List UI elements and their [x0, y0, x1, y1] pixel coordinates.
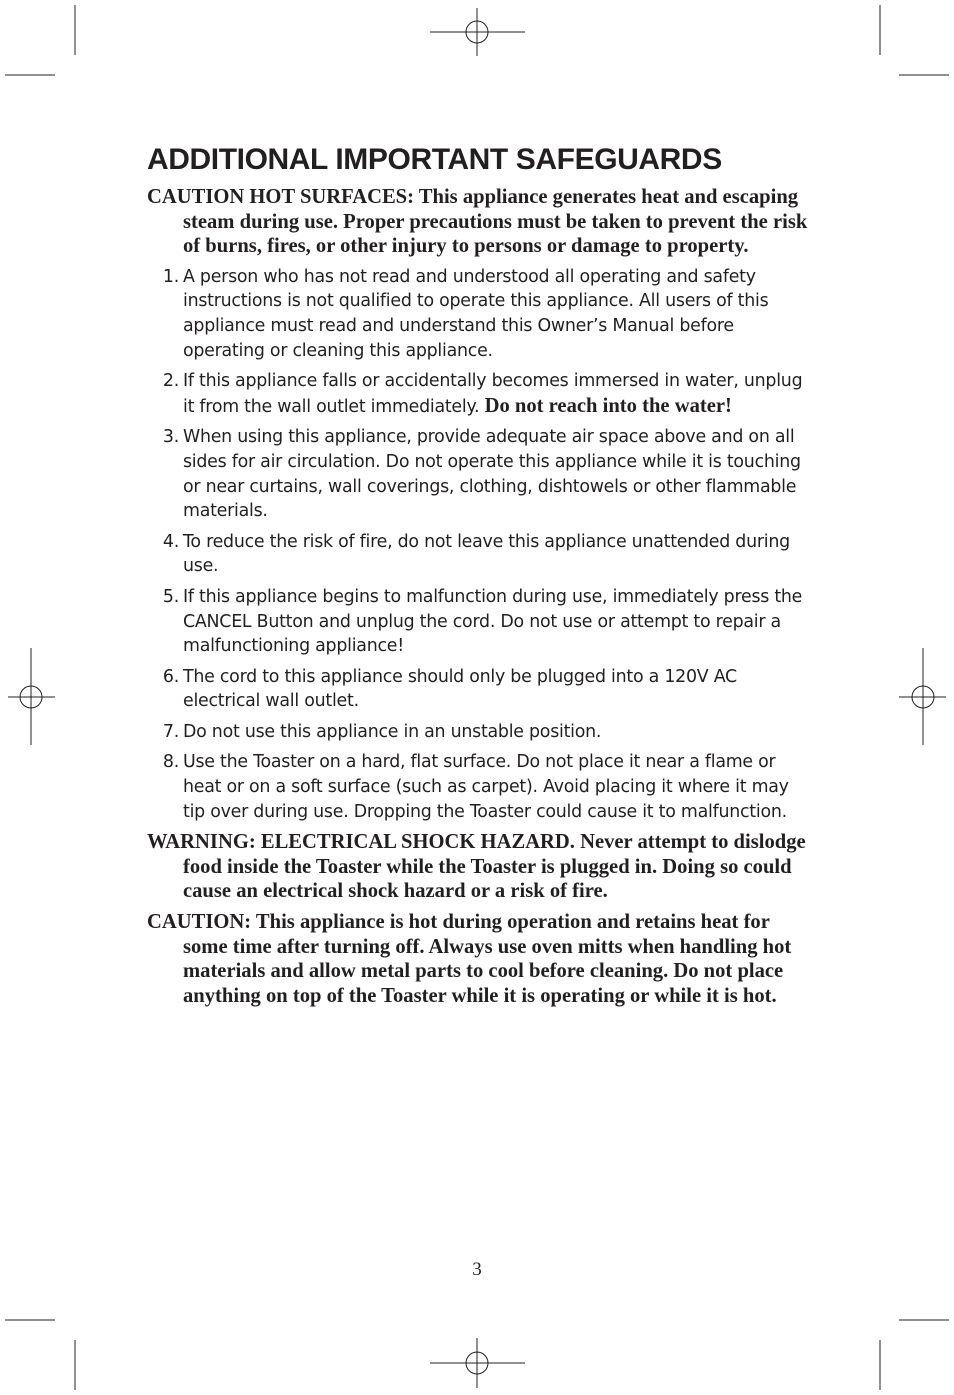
item-number: 5.: [162, 586, 179, 607]
list-item: [147, 265, 812, 363]
item-number: 3.: [162, 427, 179, 448]
item-number: 2.: [162, 371, 179, 392]
item-text: If this appliance falls or accidentally becomes immersed in water, unplug it from the wall outlet immediately.: [183, 371, 803, 417]
warning-label: WARNING: ELECTRICAL SHOCK HAZARD.: [147, 831, 575, 854]
list-item: [147, 720, 812, 745]
item-text: To reduce the risk of fire, do not leave this appliance unattended during use.: [183, 531, 790, 577]
item-text: When using this appliance, provide adequate air space above and on all sides for air circulation. Do not operate this appliance while it is touching or near curtains, wall coverings, clothing, dishtowels or other flammable materials.: [183, 427, 801, 522]
item-text: If this appliance begins to malfunction during use, immediately press the CANCEL Button and unplug the cord. Do not use or attempt to repair a malfunctioning appliance!: [183, 586, 803, 657]
caution-heat-text: This appliance is hot during operation and retains heat for some time after turning off. Always use oven mitts when handling hot materials and allow metal parts to cool before cleaning. Do not place anything on top of the Toaster while it is operating or while it is hot.: [183, 911, 792, 1007]
caution-hot-surfaces: [147, 185, 812, 259]
item-number: 6.: [162, 666, 179, 687]
list-item: [147, 425, 812, 523]
item-text: Do not use this appliance in an unstable position.: [183, 721, 602, 742]
item-bold-text: Do not reach into the water!: [484, 394, 732, 417]
item-number: 4.: [162, 531, 179, 552]
item-number: 1.: [162, 266, 179, 287]
page-title: ADDITIONAL IMPORTANT SAFEGUARDS: [147, 143, 722, 176]
safeguards-section: [147, 143, 812, 1014]
caution-hot-label: CAUTION HOT SURFACES:: [147, 186, 414, 208]
item-text: The cord to this appliance should only be plugged into a 120V AC electrical wall outlet.: [183, 666, 737, 712]
item-number: 8.: [162, 752, 179, 773]
safeguard-list: [147, 265, 812, 824]
warning-electrical-shock: [147, 830, 812, 904]
caution-heat-label: CAUTION:: [147, 911, 252, 934]
warning-text: Never attempt to dislodge food inside the Toaster while the Toaster is plugged in. Doing so could cause an electrical shock hazard or a risk of fire.: [183, 831, 806, 903]
list-item: [147, 665, 812, 714]
caution-hot-text: This appliance generates heat and escaping steam during use. Proper precautions must be taken to prevent the risk of burns, fires, or other injury to persons or damage to property.: [183, 186, 808, 258]
list-item: [147, 585, 812, 659]
item-text: A person who has not read and understood all operating and safety instructions is not qualified to operate this appliance. All users of this appliance must read and understand this Owner’s Manual before operating or cleaning this appliance.: [183, 266, 769, 361]
caution-heat: [147, 910, 812, 1008]
list-item: [147, 750, 812, 824]
page-number: 3: [472, 1259, 482, 1280]
item-text: Use the Toaster on a hard, flat surface. Do not place it near a flame or heat or on a soft surface (such as carpet). Avoid placing it where it may tip over during use. Dropping the Toaster could cause it to malfunction.: [183, 752, 789, 822]
item-number: 7.: [162, 721, 179, 742]
list-item: [147, 530, 812, 579]
list-item: [147, 369, 812, 419]
